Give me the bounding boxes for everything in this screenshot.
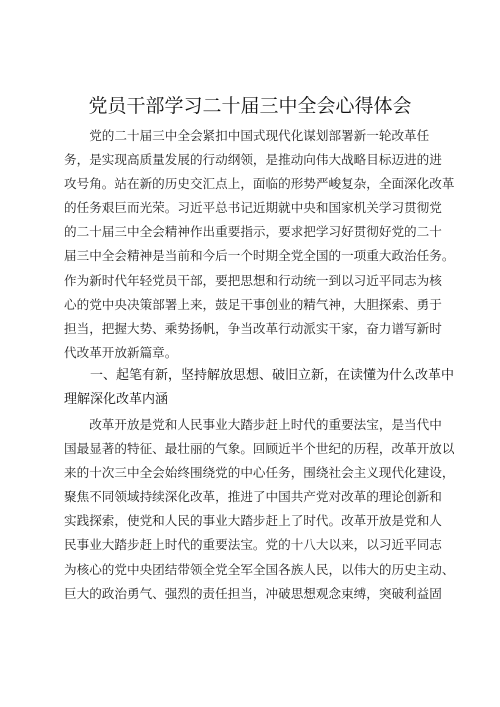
document-title: 党员干部学习二十届三中全会心得体会 bbox=[88, 95, 412, 117]
section-1-heading bbox=[64, 364, 455, 412]
text-line: 改革开放是党和人民事业大踏步赶上时代的重要法宝，是当代中 bbox=[64, 417, 442, 432]
text-line: 届三中全会精神是当前和今后一个时期全党全国的一项重大政治任务。 bbox=[64, 248, 455, 264]
heading-line: 理解深化改革内涵 bbox=[64, 392, 169, 407]
text-line: 巨大的政治勇气、强烈的责任担当，冲破思想观念束缚，突破利益固 bbox=[64, 585, 442, 601]
heading-line: 一、起笔有新，坚持解放思想、破旧立新，在读懂为什么改革中 bbox=[64, 368, 455, 383]
text-line: 民事业大踏步赶上时代的重要法宝。党的十八大以来，以习近平同志 bbox=[64, 537, 442, 553]
text-line: 来的十次三中全会始终围绕党的中心任务，围绕社会主义现代化建设， bbox=[64, 465, 455, 481]
text-line: 代改革开放新篇章。 bbox=[64, 344, 178, 360]
text-line: 作为新时代年轻党员干部，要把思想和行动统一到以习近平同志为核 bbox=[64, 272, 442, 288]
text-line: 为核心的党中央团结带领全党全军全国各族人民，以伟大的历史主动、 bbox=[64, 561, 455, 577]
text-line: 心的党中央决策部署上来，鼓足干事创业的精气神，大胆探索、勇于 bbox=[64, 296, 442, 312]
text-line: 实践探索，使党和人民的事业大踏步赶上了时代。改革开放是党和人 bbox=[64, 513, 442, 529]
text-line: 聚焦不同领域持续深化改革，推进了中国共产党对改革的理论创新和 bbox=[64, 489, 442, 505]
intro-paragraph bbox=[64, 124, 455, 365]
section-1-paragraph bbox=[64, 413, 455, 606]
text-line: 的二十届三中全会精神作出重要指示，要求把学习好贯彻好党的二十 bbox=[64, 224, 442, 240]
text-line: 国最显著的特征、最壮丽的气象。回顾近半个世纪的历程，改革开放以 bbox=[64, 441, 455, 457]
text-line: 的任务艰巨而光荣。习近平总书记近期就中央和国家机关学习贯彻党 bbox=[64, 200, 442, 216]
text-line: 党的二十届三中全会紧扣中国式现代化谋划部署新一轮改革任 bbox=[64, 128, 430, 143]
text-line: 担当，把握大势、乘势扬帆，争当改革行动派实干家，奋力谱写新时 bbox=[64, 320, 442, 336]
text-line: 攻号角。站在新的历史交汇点上，面临的形势严峻复杂，全面深化改革 bbox=[64, 176, 455, 192]
text-line: 务，是实现高质量发展的行动纲领，是推动向伟大战略目标迈进的进 bbox=[64, 152, 442, 168]
